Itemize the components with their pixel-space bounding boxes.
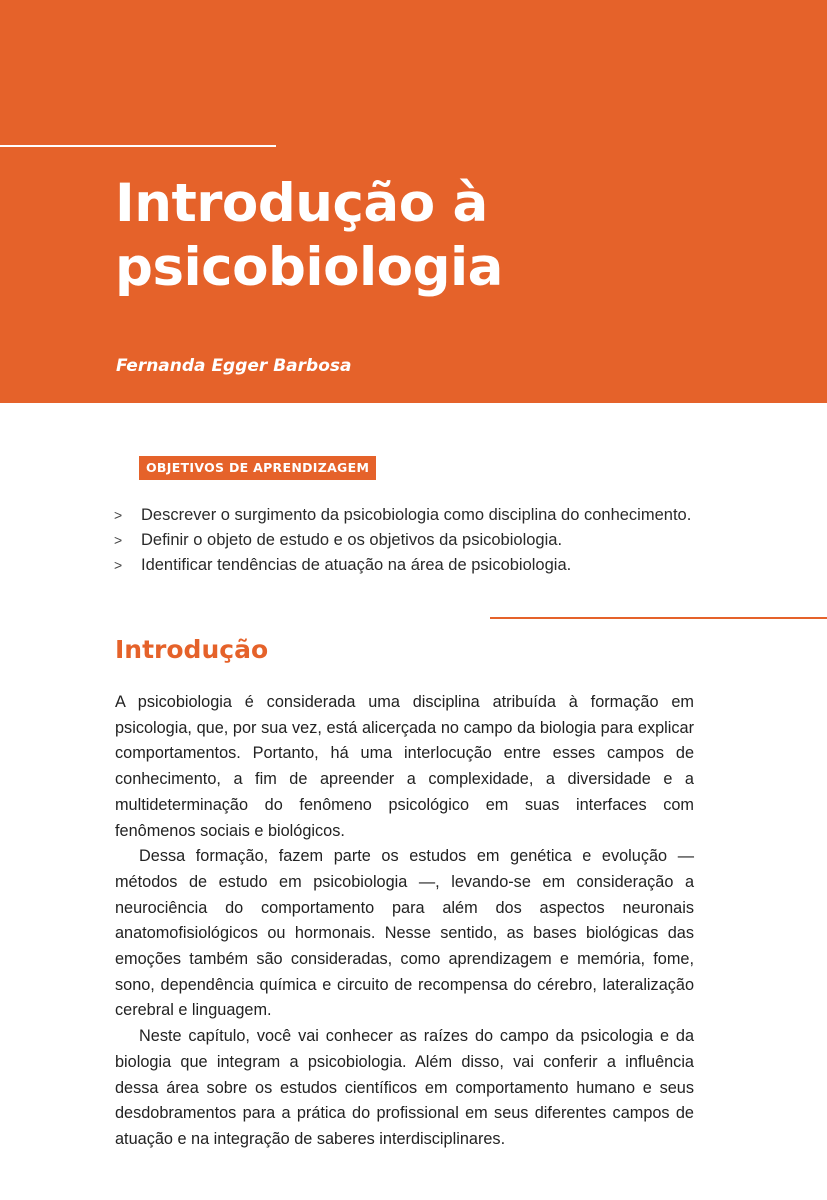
bullet-marker: > — [114, 507, 123, 523]
section-divider — [490, 617, 827, 619]
body-paragraph: A psicobiologia é considerada uma disciplina atribuída à formação em psicologia, que, por sua vez, está alicerçada no campo da biologia para explicar comportamentos. Portanto, há uma interlocução entre esses campos de conhecimento, a fim de apreender a complexidade, a diversidade e a multideterminação do fenômeno psicológico em suas interfaces com fenômenos sociais e biológicos. — [115, 693, 694, 840]
list-item — [114, 503, 734, 528]
chapter-title-line-1: Introdução à — [115, 173, 488, 234]
section-body — [115, 690, 694, 1153]
objective-text: Identificar tendências de atuação na área de psicobiologia. — [141, 556, 572, 574]
bullet-marker: > — [114, 532, 123, 548]
bullet-marker: > — [114, 557, 123, 573]
objective-text: Descrever o surgimento da psicobiologia como disciplina do conhecimento. — [141, 506, 692, 524]
header-divider — [0, 145, 276, 147]
chapter-title-line-2: psicobiologia — [115, 237, 503, 298]
list-item — [114, 553, 734, 578]
body-paragraph: Dessa formação, fazem parte os estudos em genética e evolução — métodos de estudo em psicobiologia —, levando-se em consideração a neurociência do comportamento para além dos aspectos neuronais anatomofisiológicos ou hormonais. Nesse sentido, as bases biológicas das emoções também são consideradas, como aprendizagem e memória, fome, sono, dependência química e circuito de recompensa do cérebro, lateralização cerebral e linguagem. — [115, 847, 694, 1020]
objective-text: Definir o objeto de estudo e os objetivos da psicobiologia. — [141, 531, 563, 549]
chapter-header-banner — [0, 0, 827, 403]
section-heading: Introdução — [115, 635, 269, 664]
learning-objectives-list — [114, 503, 734, 578]
author-name: Fernanda Egger Barbosa — [116, 356, 352, 376]
chapter-title — [115, 172, 503, 300]
body-paragraph: Neste capítulo, você vai conhecer as raízes do campo da psicologia e da biologia que integram a psicobiologia. Além disso, vai conferir a influência dessa área sobre os estudos científicos em comportamento humano e seus desdobramentos para a prática do profissional em seus diferentes campos de atuação e na integração de saberes interdisciplinares. — [115, 1027, 694, 1148]
list-item — [114, 528, 734, 553]
learning-objectives-badge: OBJETIVOS DE APRENDIZAGEM — [139, 456, 376, 480]
